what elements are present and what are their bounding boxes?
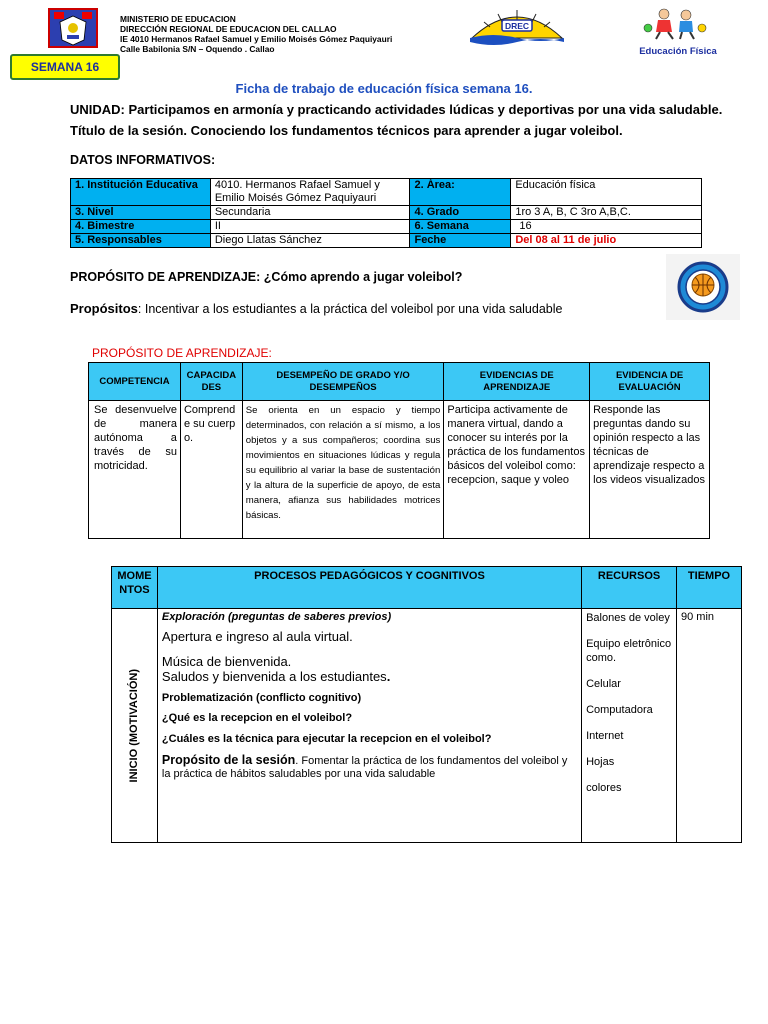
info-value: II: [210, 220, 410, 234]
evaluacion-cell: Responde las preguntas dando su opinión respecto a las técnicas de aprendizaje respecto a los videos visualizados: [590, 401, 710, 539]
column-header: DESEMPEÑO DE GRADO Y/O DESEMPEÑOS: [242, 363, 444, 401]
table-row: [71, 234, 702, 248]
header-line-1: MINISTERIO DE EDUCACION: [120, 14, 236, 24]
info-value-date: Del 08 al 11 de julio: [511, 234, 702, 248]
procesos-cell: [157, 609, 581, 843]
propositos-label: Propósitos: [70, 301, 138, 316]
info-label: 5. Responsables: [71, 234, 211, 248]
musica-text: Música de bienvenida.: [161, 654, 292, 669]
competencias-table: [88, 362, 710, 539]
recursos-cell: [582, 609, 677, 843]
momento-label: INICIO (MOTIVACIÓN): [128, 668, 141, 783]
volleyball-logo: [666, 254, 740, 320]
sesion-title: Título de la sesión. Conociendo los fundamentos técnicos para aprender a jugar voleibol.: [70, 123, 623, 138]
datos-informativos-heading: DATOS INFORMATIVOS:: [70, 153, 216, 167]
momentos-table: [111, 566, 742, 843]
educacion-fisica-logo: [638, 6, 718, 57]
recurso-item: Computadora: [586, 704, 653, 716]
semana-badge: SEMANA 16: [10, 54, 120, 80]
table-row: [71, 206, 702, 220]
propositos-line: [70, 301, 562, 316]
proposito-question: PROPÓSITO DE APRENDIZAJE: ¿Cómo aprendo a jugar voleibol?: [70, 270, 463, 284]
header-line-2: DIRECCIÓN REGIONAL DE EDUCACION DEL CALLAO: [120, 24, 337, 34]
header-line-4: Calle Babilonia S/N – Oquendo . Callao: [120, 44, 275, 54]
proposito-sesion-text: . Fomentar la práctica de los fundamentos del voleibol y la práctica de hábitos saludables por una vida saludable: [161, 755, 568, 780]
table-row: [71, 179, 702, 206]
table-header-row: [89, 363, 710, 401]
proposito-sesion: [162, 754, 577, 781]
info-value: Educación física: [511, 179, 702, 206]
info-value: 16: [511, 220, 702, 234]
column-header: MOMENTOS: [112, 567, 158, 609]
recurso-item: colores: [586, 782, 622, 794]
apertura-text: Apertura e ingreso al aula virtual.: [161, 629, 353, 644]
info-label: 3. Nivel: [71, 206, 211, 220]
table-row: [71, 220, 702, 234]
info-value: 4010. Hermanos Rafael Samuel y Emilio Moisés Gómez Paquiyauri: [210, 179, 410, 206]
info-label: Feche: [410, 234, 511, 248]
header-line-3: IE 4010 Hermanos Rafael Samuel y Emilio Moisés Gómez Paquiyauri: [120, 34, 393, 44]
drec-logo: [468, 8, 566, 46]
info-value: Diego Llatas Sánchez: [210, 234, 410, 248]
column-header: TIEMPO: [677, 567, 742, 609]
recurso-item: Hojas: [586, 756, 615, 768]
recurso-item: Internet: [586, 730, 624, 742]
evidencias-cell: Participa activamente de manera virtual, dando a conocer su interés por la práctica de los fundamentos básicos del voleibol como: recepcion, saque y voleo: [444, 401, 590, 539]
column-header: RECURSOS: [582, 567, 677, 609]
recurso-item: Balones de voley: [586, 612, 670, 624]
tiempo-cell: 90 min: [677, 609, 742, 843]
drec-logo-text: DREC: [504, 21, 530, 31]
competencia-cell: Se desenvuelve de manera autónoma a través de su motricidad.: [89, 401, 181, 539]
question-1: ¿Qué es la recepcion en el voleibol?: [161, 712, 353, 724]
momento-cell: [112, 609, 158, 843]
question-2: ¿Cuáles es la técnica para ejecutar la recepcion en el voleibol?: [161, 733, 492, 745]
info-value: 1ro 3 A, B, C 3ro A,B,C.: [511, 206, 702, 220]
info-label: 6. Semana: [410, 220, 511, 234]
column-header: EVIDENCIAS DE APRENDIZAJE: [444, 363, 590, 401]
column-header: EVIDENCIA DE EVALUACIÓN: [590, 363, 710, 401]
page-title: Ficha de trabajo de educación física semana 16.: [235, 81, 533, 96]
educacion-fisica-logo-text: Educación Física: [639, 46, 717, 57]
proposito-aprendizaje-label: PROPÓSITO DE APRENDIZAJE:: [92, 346, 272, 360]
unidad-text: UNIDAD: Participamos en armonía y practicando actividades lúdicas y deportivas por una vida saludable.: [70, 102, 723, 117]
column-header: PROCESOS PEDAGÓGICOS Y COGNITIVOS: [157, 567, 581, 609]
info-value: Secundaria: [210, 206, 410, 220]
exploracion-heading: Exploración (preguntas de saberes previos): [161, 611, 392, 623]
school-crest-logo: [48, 8, 98, 48]
proposito-sesion-label: Propósito de la sesión: [161, 753, 296, 767]
info-label: 2. Área:: [410, 179, 511, 206]
table-row: [89, 401, 710, 539]
propositos-text: : Incentivar a los estudiantes a la práctica del voleibol por una vida saludable: [137, 302, 563, 316]
recurso-item: Equipo eletrônico como.: [586, 638, 672, 664]
column-header: COMPETENCIA: [89, 363, 181, 401]
table-row: [112, 609, 742, 843]
header-institution-text: [120, 14, 392, 54]
saludos-line: Saludos y bienvenida a los estudiantes.: [161, 669, 391, 684]
info-label: 4. Grado: [410, 206, 511, 220]
info-label: 1. Institución Educativa: [71, 179, 211, 206]
datos-informativos-table: [70, 178, 702, 248]
desempeno-cell: Se orienta en un espacio y tiempo determinados, con relación a sí mismo, a los objetos y a sus compañeros; coordina sus movimientos en situaciones lúdicas y regula su equilibrio al variar la base de sustentación y la altura de la superficie de apoyo, de esta manera, afianza sus habilidades motrices básicas.: [242, 401, 444, 539]
table-header-row: [112, 567, 742, 609]
problematizacion-heading: Problematización (conflicto cognitivo): [161, 692, 362, 704]
recurso-item: Celular: [586, 678, 621, 690]
saludos-text: Saludos y bienvenida a los estudiantes: [161, 669, 387, 684]
column-header: CAPACIDADES: [180, 363, 242, 401]
capacidades-cell: Comprende su cuerpo.: [180, 401, 242, 539]
info-label: 4. Bimestre: [71, 220, 211, 234]
